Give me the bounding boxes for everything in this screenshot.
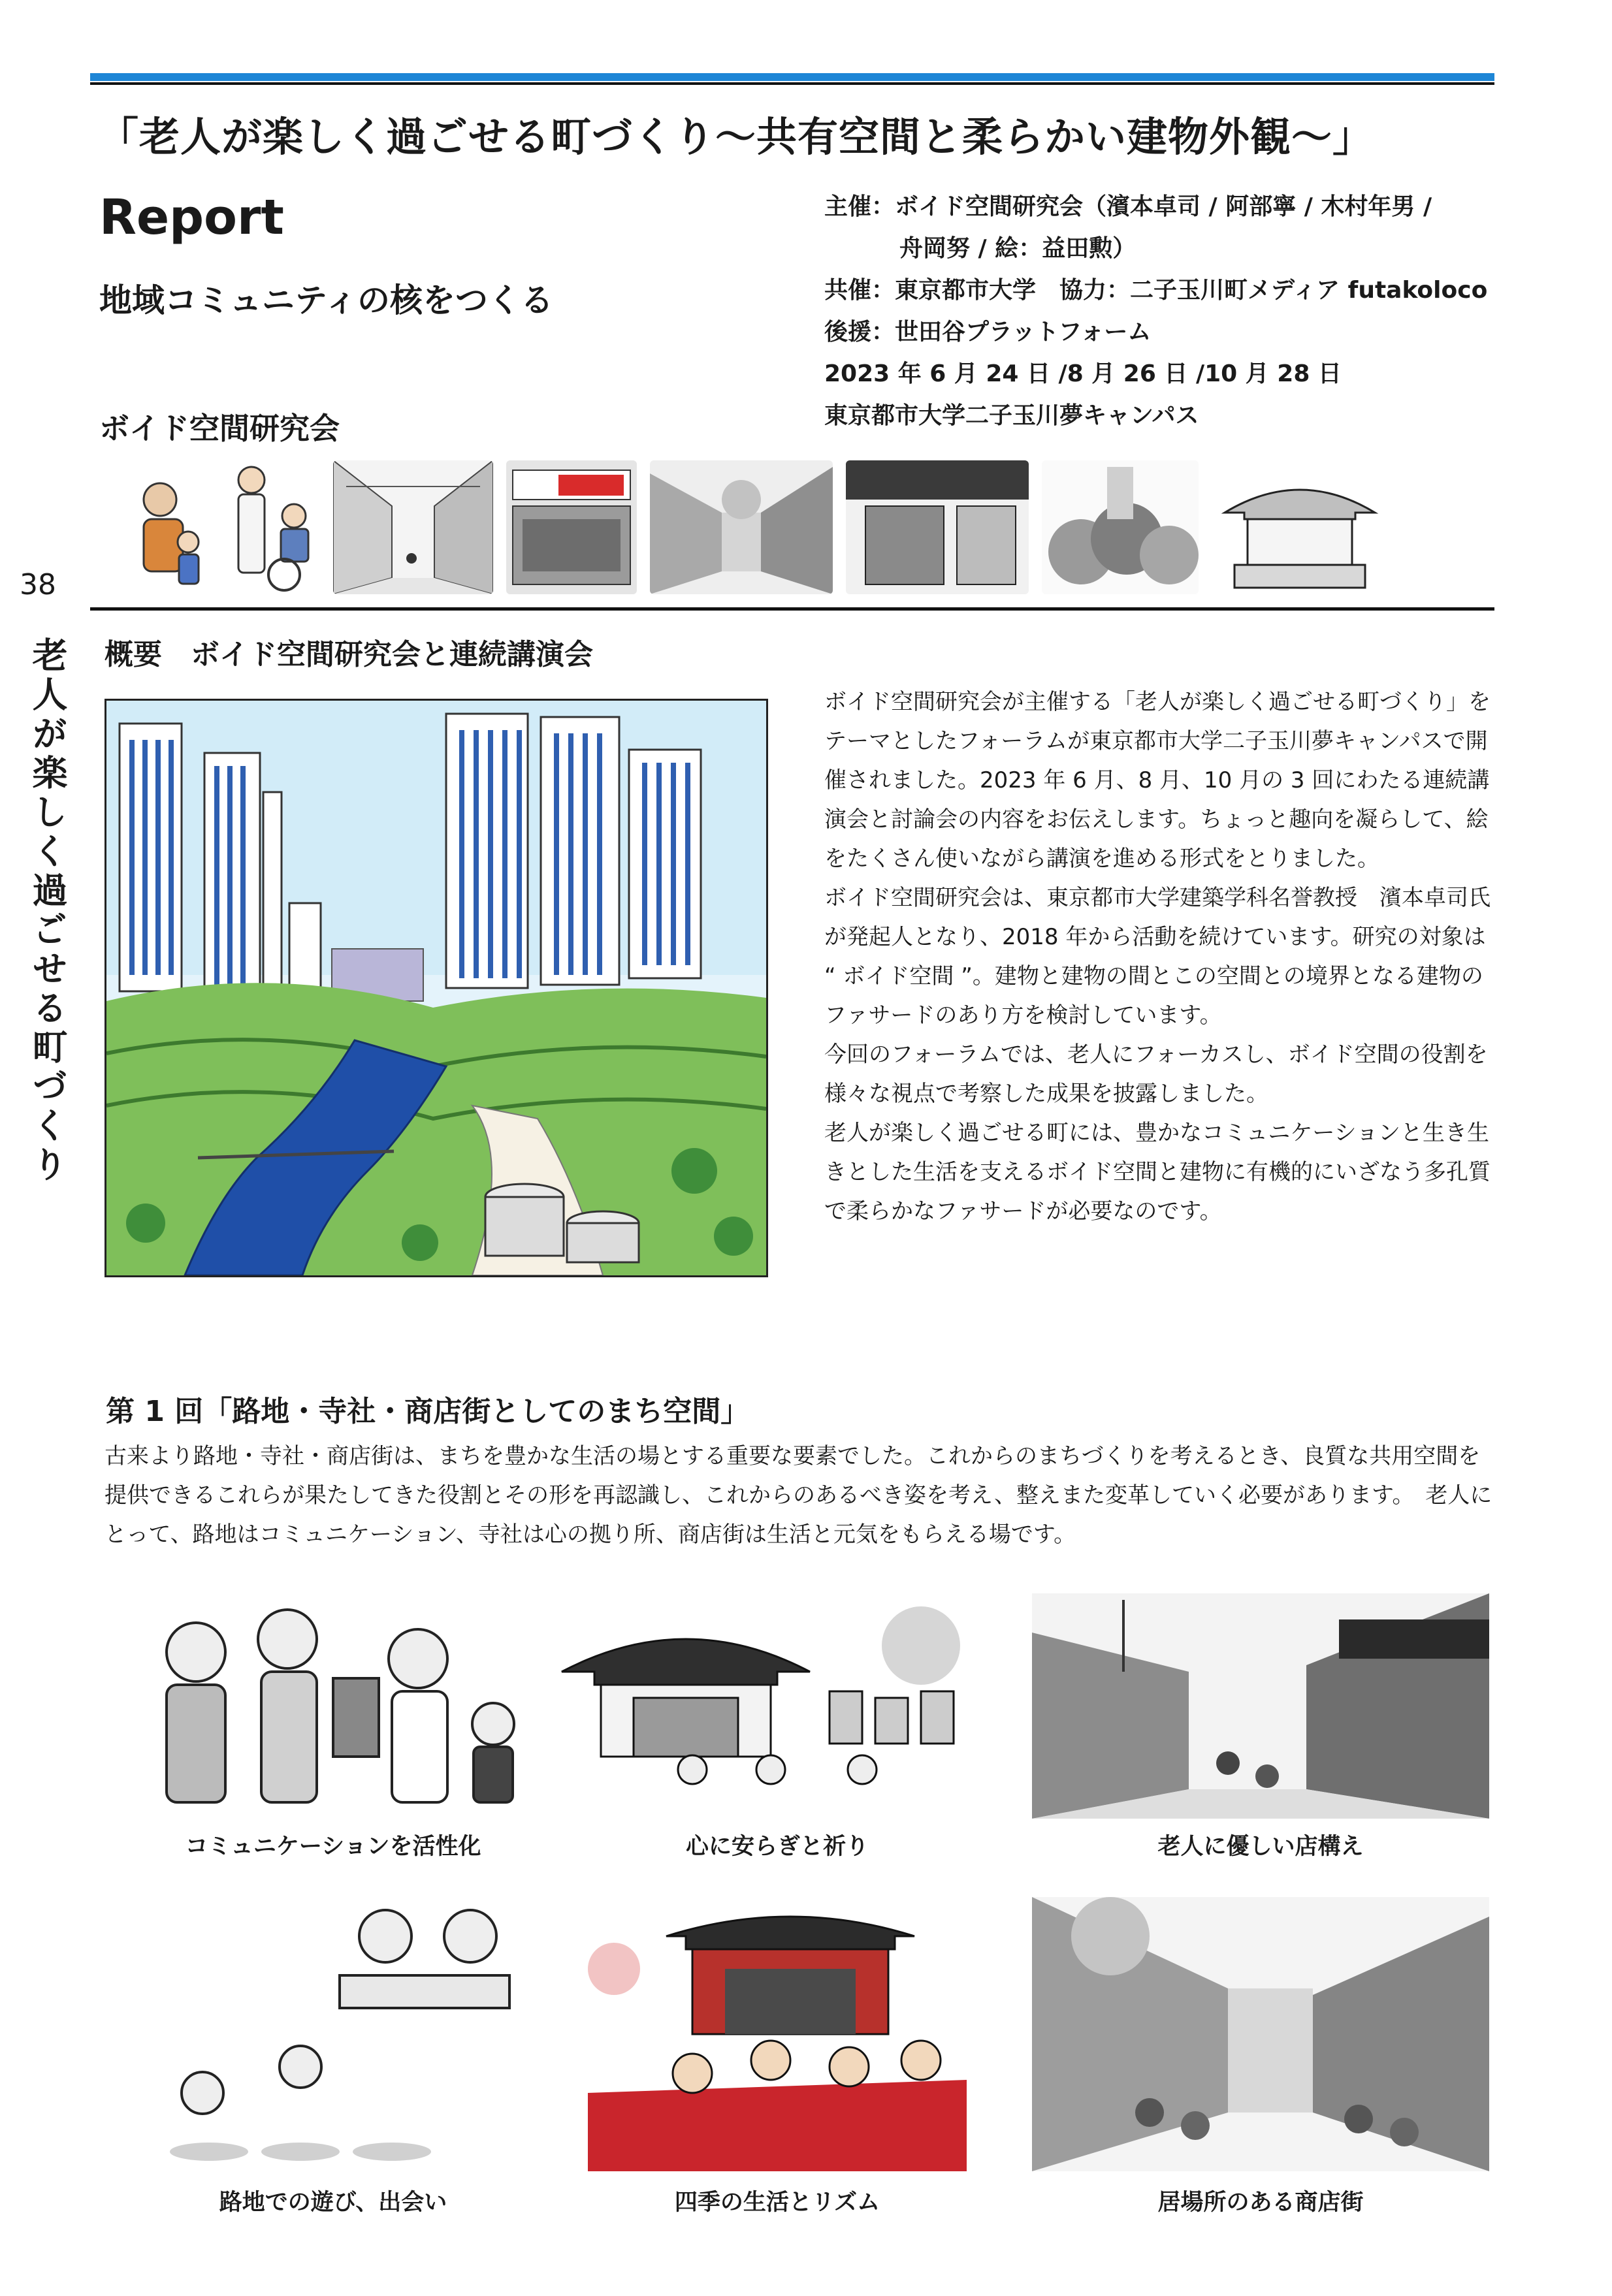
alley-sketch	[333, 460, 493, 594]
top-blue-rule	[90, 73, 1494, 81]
overview-paragraph: 老人が楽しく過ごせる町には、豊かなコミュニケーションと生き生きとした生活を支えるボイド空間と建物に有機的にいざなう多孔質で柔らかなファサードが必要なのです。	[824, 1120, 1491, 1224]
shop-street-illustration	[1032, 1593, 1489, 1819]
caption: 老人に優しい店構え	[1157, 1834, 1364, 1860]
caption: 心に安らぎと祈り	[685, 1834, 869, 1860]
storefront-sketch	[846, 460, 1029, 594]
section1-body: 古来より路地・寺社・商店街は、まちを豊かな生活の場とする重要な要素でした。これからのまちづくりを考えるとき、良質な共用空間を提供できるこれらが果たしてきた役割とその形を再認識し、これからのあるべき姿を考え、整えまた変革していく必要があります。 老人にとって、路地はコミュニケーション、寺社は心の拠り所、商店街は生活と元気をもらえる場です。	[105, 1443, 1492, 1548]
wheelchair-illustration	[222, 460, 320, 594]
alley-play-illustration	[131, 1897, 536, 2171]
temple-sketch	[1212, 460, 1388, 594]
event-credits	[824, 186, 1487, 437]
overview-paragraph: 今回のフォーラムでは、老人にフォーカスし、ボイド空間の役割を様々な視点で考察した成果を披露しました。	[824, 1042, 1488, 1107]
seasons-festival-illustration	[575, 1897, 980, 2171]
greenery-sketch	[1042, 460, 1199, 594]
overview-text	[824, 682, 1504, 1231]
article-subtitle: 地域コミュニティの核をつくる	[99, 281, 553, 319]
section-rule	[90, 607, 1494, 611]
credit-line: 共催：東京都市大学 協力：二子玉川町メディア futakoloco	[824, 277, 1488, 304]
temple-prayer-illustration	[555, 1593, 999, 1815]
top-black-rule	[90, 82, 1494, 85]
overview-heading: 概要 ボイド空間研究会と連続講演会	[105, 638, 593, 671]
credit-line: 東京都市大学二子玉川夢キャンパス	[824, 402, 1199, 429]
shopping-street-place-illustration	[1032, 1897, 1489, 2171]
overview-paragraph: ボイド空間研究会が主催する「老人が楽しく過ごせる町づくり」をテーマとしたフォーラムが東京都市大学二子玉川夢キャンパスで開催されました。2023 年 6 月、8 月、10 月の 3 回にわたる連続講演会と討論会の内容をお伝えします。ちょっと趣向を凝らして、絵をたくさん使いながら講演を進める形式をとりました。	[824, 689, 1491, 872]
elderly-couple-illustration	[131, 460, 209, 594]
illustration-strip	[131, 460, 1388, 594]
section1-heading: 第 1 回「路地・寺社・商店街としてのまち空間」	[106, 1395, 750, 1428]
street-sketch	[650, 460, 833, 594]
caption: 路地での遊び、出会い	[219, 2190, 447, 2216]
overview-paragraph: ボイド空間研究会は、東京都市大学建築学科名誉教授 濱本卓司氏が発起人となり、2018 年から活動を続けています。研究の対象は “ ボイド空間 ”。建物と建物の間とこの空間との境界となる建物のファサードのあり方を検討しています。	[824, 885, 1491, 1028]
vertical-running-title: 老人が楽しく過ごせる町づくり	[27, 637, 68, 1185]
caption: 四季の生活とリズム	[674, 2190, 880, 2216]
credit-line: 後援：世田谷プラットフォーム	[824, 319, 1152, 345]
city-river-illustration	[105, 699, 768, 1277]
credit-line: 2023 年 6 月 24 日 /8 月 26 日 /10 月 28 日	[824, 360, 1342, 387]
communication-illustration	[131, 1600, 536, 1815]
report-label: Report	[99, 189, 284, 246]
credit-line: 主催：ボイド空間研究会（濱本卓司 / 阿部寧 / 木村年男 /	[824, 193, 1432, 220]
shop-front-sketch	[506, 460, 637, 594]
caption: コミュニケーションを活性化	[185, 1834, 481, 1860]
credit-line: 舟岡努 / 絵：益田勲）	[899, 235, 1136, 262]
article-title: 「老人が楽しく過ごせる町づくり～共有空間と柔らかい建物外観～」	[98, 113, 1374, 161]
organization-name: ボイド空間研究会	[99, 411, 340, 446]
caption: 居場所のある商店街	[1157, 2190, 1364, 2216]
page-number: 38	[20, 568, 56, 601]
